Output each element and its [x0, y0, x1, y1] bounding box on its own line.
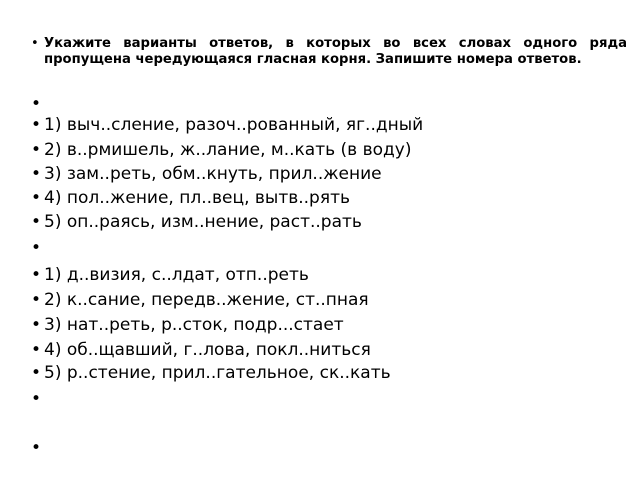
- list-item: • 3) нат..реть, р..сток, подр...стает: [31, 315, 344, 335]
- task-instruction: Укажите варианты ответов, в которых во всех словах одного ряда пропущена чередующаяся гласная корня. Запишите номера ответов.: [44, 36, 627, 67]
- option-text: 5) р..стение, прил..гательное, ск..кать: [44, 363, 391, 383]
- list-item: • 5) оп..раясь, изм..нение, раст..рать: [31, 212, 362, 232]
- list-item: • 4) об..щавший, г..лова, покл..ниться: [31, 340, 371, 360]
- bullet: •: [31, 36, 39, 51]
- option-text: 4) пол..жение, пл..вец, вытв..рять: [44, 188, 350, 208]
- empty-bullet: •: [31, 389, 42, 409]
- list-item: • 2) в..рмишель, ж..лание, м..кать (в воду): [31, 140, 412, 160]
- option-text: 2) в..рмишель, ж..лание, м..кать (в воду): [44, 140, 412, 160]
- list-item: • 3) зам..реть, обм..кнуть, прил..жение: [31, 164, 382, 184]
- list-item: • 1) выч..сление, разоч..рованный, яг..дный: [31, 115, 424, 135]
- option-text: 3) нат..реть, р..сток, подр...стает: [44, 315, 344, 335]
- option-text: 4) об..щавший, г..лова, покл..ниться: [44, 340, 371, 360]
- empty-bullet: •: [31, 94, 42, 114]
- option-text: 1) выч..сление, разоч..рованный, яг..дный: [44, 115, 424, 135]
- list-item: • 4) пол..жение, пл..вец, вытв..рять: [31, 188, 350, 208]
- empty-bullet: •: [31, 238, 42, 258]
- option-text: 5) оп..раясь, изм..нение, раст..рать: [44, 212, 362, 232]
- list-item: • 2) к..сание, передв..жение, ст..пная: [31, 290, 369, 310]
- option-text: 1) д..визия, с..лдат, отп..реть: [44, 265, 309, 285]
- option-text: 3) зам..реть, обм..кнуть, прил..жение: [44, 164, 382, 184]
- empty-bullet: •: [31, 438, 42, 458]
- option-text: 2) к..сание, передв..жение, ст..пная: [44, 290, 369, 310]
- list-item: • 5) р..стение, прил..гательное, ск..кать: [31, 363, 391, 383]
- list-item: • 1) д..визия, с..лдат, отп..реть: [31, 265, 309, 285]
